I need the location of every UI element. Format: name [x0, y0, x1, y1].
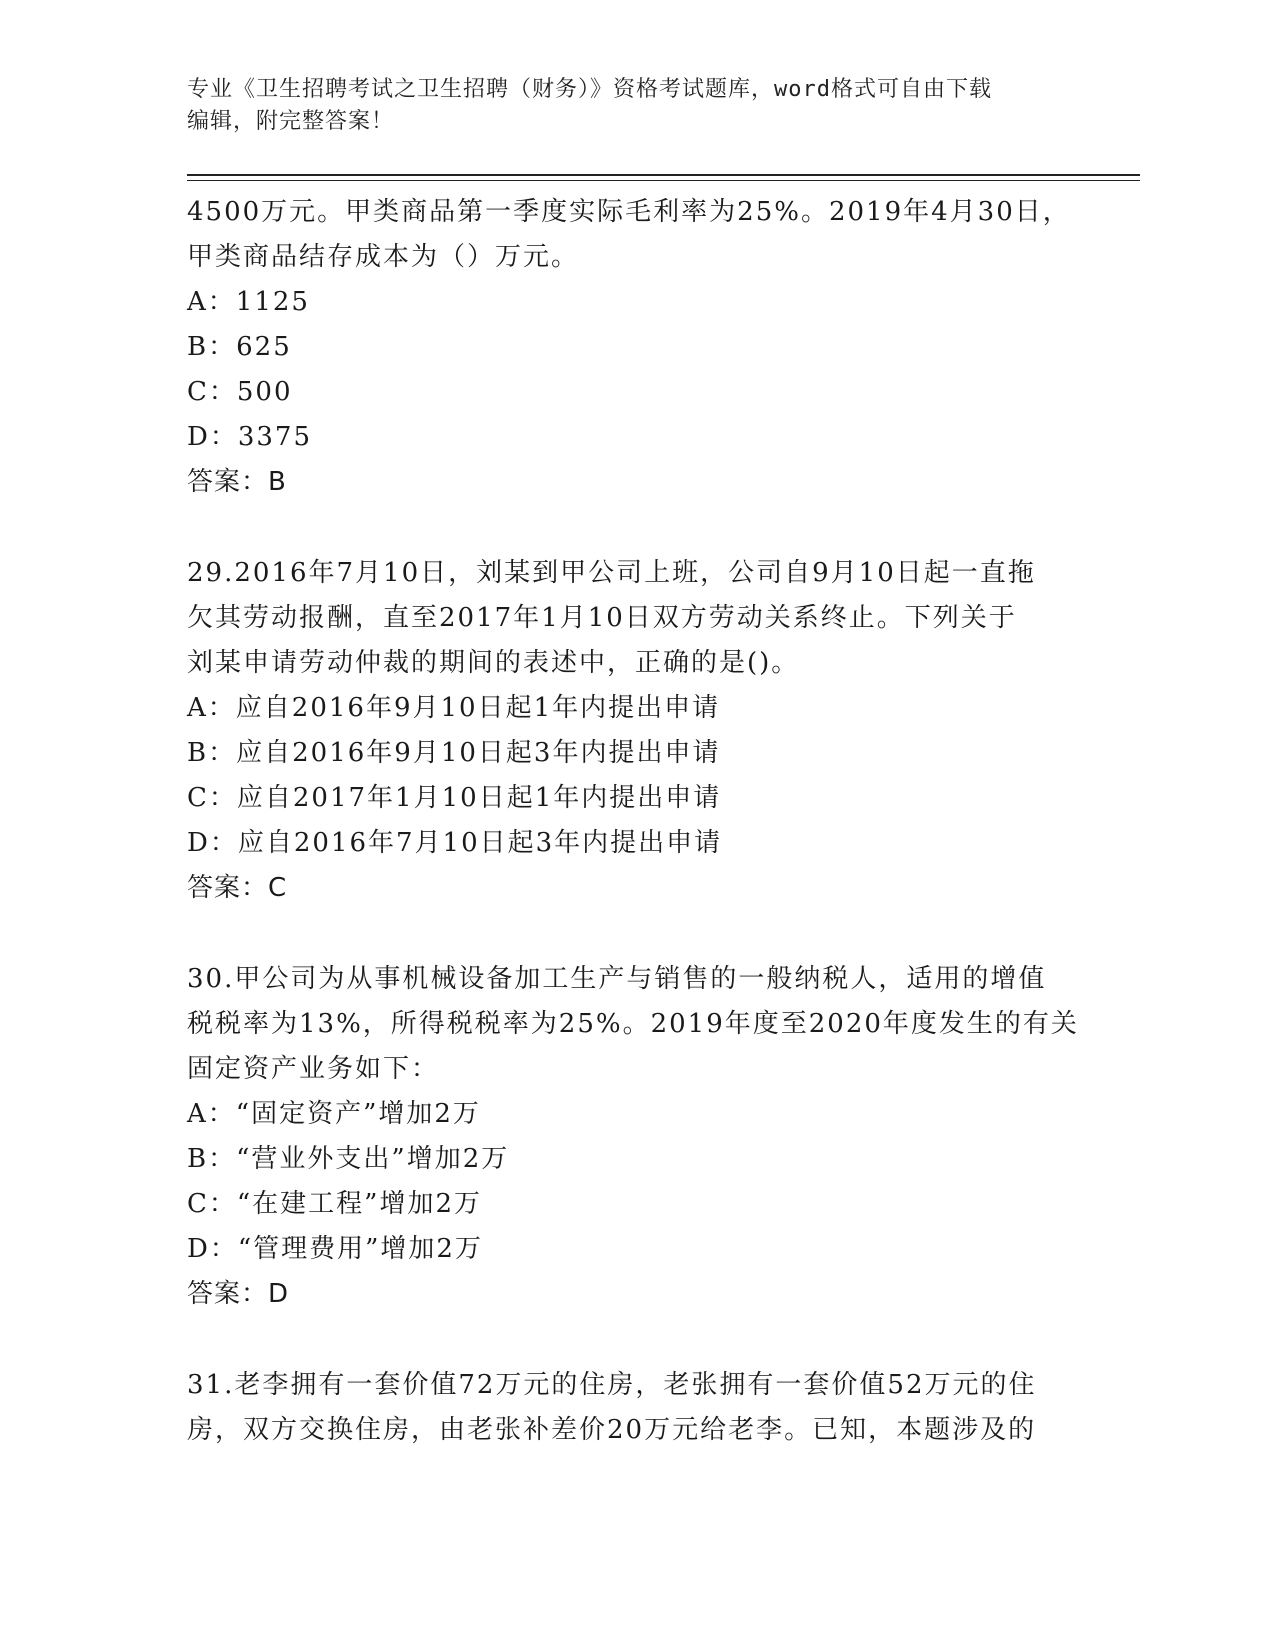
option-a: A：1125	[187, 287, 310, 317]
option-c: C：“在建工程”增加2万	[187, 1189, 483, 1219]
question-stem-line: 31.老李拥有一套价值72万元的住房，老张拥有一套价值52万元的住	[187, 1370, 1037, 1400]
question-28	[187, 190, 1087, 505]
option-c: C：应自2017年1月10日起1年内提出申请	[187, 783, 722, 813]
question-stem-line: 甲类商品结存成本为（）万元。	[187, 242, 580, 272]
question-gap	[187, 1317, 1087, 1363]
option-d: D：“管理费用”增加2万	[187, 1234, 483, 1264]
question-30	[187, 957, 1087, 1317]
option-a: A：应自2016年9月10日起1年内提出申请	[187, 693, 721, 723]
question-29	[187, 551, 1087, 911]
option-d: D：3375	[187, 422, 313, 452]
question-gap	[187, 505, 1087, 551]
answer-line: 答案：B	[187, 467, 287, 497]
question-stem-line: 4500万元。甲类商品第一季度实际毛利率为25%。2019年4月30日，	[187, 197, 1071, 227]
question-stem-line: 房，双方交换住房，由老张补差价20万元给老李。已知，本题涉及的	[187, 1415, 1037, 1445]
question-stem-line: 固定资产业务如下：	[187, 1054, 440, 1084]
document-body	[187, 190, 1087, 1453]
option-b: B：625	[187, 332, 292, 362]
question-31	[187, 1363, 1087, 1453]
option-b: B：应自2016年9月10日起3年内提出申请	[187, 738, 721, 768]
question-stem-line: 欠其劳动报酬，直至2017年1月10日双方劳动关系终止。下列关于	[187, 603, 1017, 633]
answer-line: 答案：C	[187, 873, 288, 903]
question-gap	[187, 911, 1087, 957]
option-a: A：“固定资产”增加2万	[187, 1099, 481, 1129]
question-stem-line: 29.2016年7月10日，刘某到甲公司上班，公司自9月10日起一直拖	[187, 558, 1036, 588]
question-stem-line: 30.甲公司为从事机械设备加工生产与销售的一般纳税人，适用的增值	[187, 964, 1047, 994]
question-stem-line: 刘某申请劳动仲裁的期间的表述中，正确的是()。	[187, 648, 800, 678]
option-b: B：“营业外支出”增加2万	[187, 1144, 510, 1174]
question-stem-line: 税税率为13%，所得税税率为25%。2019年度至2020年度发生的有关	[187, 1009, 1079, 1039]
header-divider-thick	[187, 174, 1140, 176]
answer-line: 答案：D	[187, 1279, 290, 1309]
option-c: C：500	[187, 377, 293, 407]
option-d: D：应自2016年7月10日起3年内提出申请	[187, 828, 723, 858]
document-header	[187, 74, 1087, 138]
header-line-1: 专业《卫生招聘考试之卫生招聘（财务）》资格考试题库，word格式可自由下载	[187, 77, 992, 102]
header-line-2: 编辑，附完整答案！	[187, 109, 395, 134]
header-divider-thin	[187, 180, 1140, 181]
